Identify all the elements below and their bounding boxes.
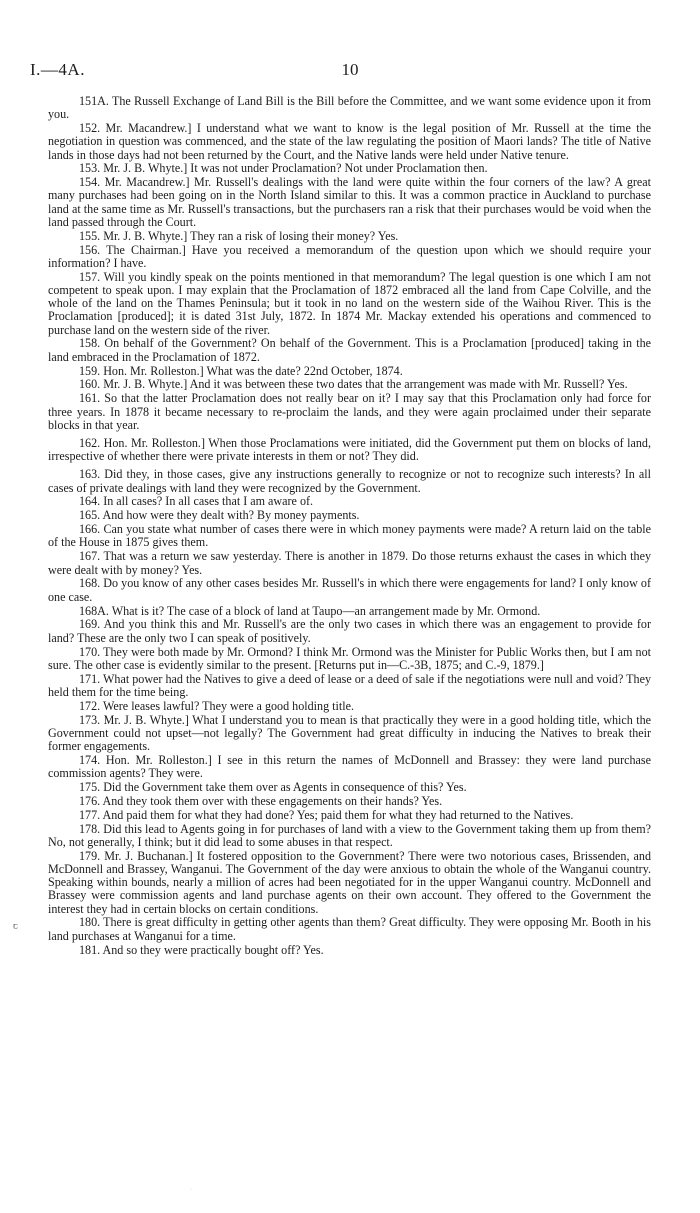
question-paragraph: 176. And they took them over with these engagements on their hands? Yes.: [79, 793, 443, 808]
question-paragraph: 179. Mr. J. Buchanan.] It fostered opposition to the Government? There were two notorious cases, Brissenden, and McDonnell and Brassey, Wanganui. The Government of the day were anxious to obtain the whole of the Wanganui country. Speaking within bounds, nearly a million of acres had been negotiated for in the upper Wanganui country. McDonnell and Brassey were commission agents and land purchase agents on their own account. They offered to the Government the interest they had in certain blocks on certain conditions.: [48, 848, 651, 916]
question-paragraph: 174. Hon. Mr. Rolleston.] I see in this return the names of McDonnell and Brassey: they were land purchase commission agents? They were.: [48, 752, 651, 781]
question-paragraph: 157. Will you kindly speak on the points mentioned in that memorandum? The legal question is one which I am not competent to speak upon. I may explain that the Proclamation of 1872 embraced all the land from Cape Colville, and the whole of the land on the Thames Peninsula; but it took in no land on the western side of the Waihou River. This is the Proclamation [produced]; it is dated 31st July, 1872. In 1874 Mr. Mackay extended his operations and commenced to purchase land on the western side of the river.: [48, 269, 651, 337]
question-paragraph: 165. And how were they dealt with? By money payments.: [79, 508, 360, 523]
question-paragraph: 152. Mr. Macandrew.] I understand what we want to know is the legal position of Mr. Russell at the time the negotiation in question was commenced, and the state of the law regulating the position of Maori lands? The title of Native lands in those days had not been returned by the Court, and the Native lands were held under Native tenure.: [48, 121, 651, 162]
question-paragraph: 155. Mr. J. B. Whyte.] They ran a risk of losing their money? Yes.: [79, 228, 399, 243]
page-header: [30, 60, 670, 82]
page-number: 10: [341, 60, 359, 79]
question-paragraph: 177. And paid them for what they had done? Yes; paid them for what they had returned to the Natives.: [79, 807, 574, 822]
question-paragraph: 156. The Chairman.] Have you received a memorandum of the question upon which we should require your information? I have.: [48, 242, 651, 270]
question-paragraph: 172. Were leases lawful? They were a good holding title.: [79, 698, 354, 713]
question-paragraph: 159. Hon. Mr. Rolleston.] What was the date? 22nd October, 1874.: [79, 363, 403, 378]
question-paragraph: 168. Do you know of any other cases besides Mr. Russell's in which there were engagements for land? I only know of one case.: [48, 576, 651, 604]
question-paragraph: 181. And so they were practically bought off? Yes.: [79, 942, 324, 957]
question-paragraph: 153. Mr. J. B. Whyte.] It was not under Proclamation? Not under Proclamation then.: [79, 161, 488, 176]
question-paragraph: 158. On behalf of the Government? On behalf of the Government. This is a Proclamation [produced] taking in the land embraced in the Proclamation of 1872.: [48, 336, 651, 364]
evidence-text: [48, 95, 651, 957]
question-paragraph: 175. Did the Government take them over as Agents in consequence of this? Yes.: [79, 779, 467, 794]
margin-mark: ꞇ: [13, 921, 19, 931]
question-paragraph: 180. There is great difficulty in getting other agents than them? Great difficulty. They were opposing Mr. Booth in his land purchases at Wanganui for a time.: [48, 915, 651, 943]
question-paragraph: 168A. What is it? The case of a block of land at Taupo—an arrangement made by Mr. Ormond.: [79, 603, 541, 618]
stray-mark: ·: [190, 1187, 192, 1193]
question-paragraph: 178. Did this lead to Agents going in for purchases of land with a view to the Government taking them up from them? No, not generally, I think; but it did lead to some abuses in that respect.: [48, 821, 651, 849]
question-paragraph: 160. Mr. J. B. Whyte.] And it was between these two dates that the arrangement was made with Mr. Russell? Yes.: [79, 377, 628, 392]
question-paragraph: 171. What power had the Natives to give a deed of lease or a deed of sale if the negotiations were null and void? They held them for the time being.: [48, 671, 651, 699]
question-paragraph: 166. Can you state what number of cases there were in which money payments were made? A return laid on the table of the House in 1875 gives them.: [48, 522, 651, 550]
question-paragraph: 151A. The Russell Exchange of Land Bill is the Bill before the Committee, and we want some evidence upon it from you.: [48, 94, 651, 122]
document-reference: I.—4A.: [30, 60, 85, 79]
question-paragraph: 170. They were both made by Mr. Ormond? I think Mr. Ormond was the Minister for Public Works then, but I am not sure. The other case is evidently similar to the present. [Returns put in—C.-3B, 1875; and C.-9, 1879.]: [48, 644, 651, 672]
question-paragraph: 154. Mr. Macandrew.] Mr. Russell's dealings with the land were quite within the four corners of the law? A great many purchases had been going on in the North Island similar to this. It was a common practice in Auckland to purchase land at the same time as Mr. Russell's transactions, but the purchasers ran a risk that their purchases would be void when the land passed through the Court.: [48, 175, 651, 229]
question-paragraph: 173. Mr. J. B. Whyte.] What I understand you to mean is that practically they were in a good holding title, which the Government could not upset—not legally? The Government had great difficulty in inducing the Natives to break their former engagements.: [48, 712, 651, 753]
question-paragraph: 162. Hon. Mr. Rolleston.] When those Proclamations were initiated, did the Government put them on blocks of land, irrespective of whether there were private interests in them or not? They did.: [48, 435, 651, 464]
question-paragraph: 169. And you think this and Mr. Russell's are the only two cases in which there was an engagement to provide for land? These are the only two I can speak of positively.: [48, 617, 651, 645]
question-paragraph: 163. Did they, in those cases, give any instructions generally to recognize or not to recognize such interests? In all cases of private dealings with land they were recognized by the Government.: [48, 467, 651, 495]
question-paragraph: 164. In all cases? In all cases that I am aware of.: [79, 494, 314, 509]
question-paragraph: 167. That was a return we saw yesterday. There is another in 1879. Do those returns exhaust the cases in which they were dealt with by money? Yes.: [48, 549, 651, 577]
question-paragraph: 161. So that the latter Proclamation does not really bear on it? I may say that this Proclamation only had force for three years. In 1878 it became necessary to re-proclaim the lands, and they were again proclaimed under their separate blocks in that year.: [48, 391, 651, 432]
